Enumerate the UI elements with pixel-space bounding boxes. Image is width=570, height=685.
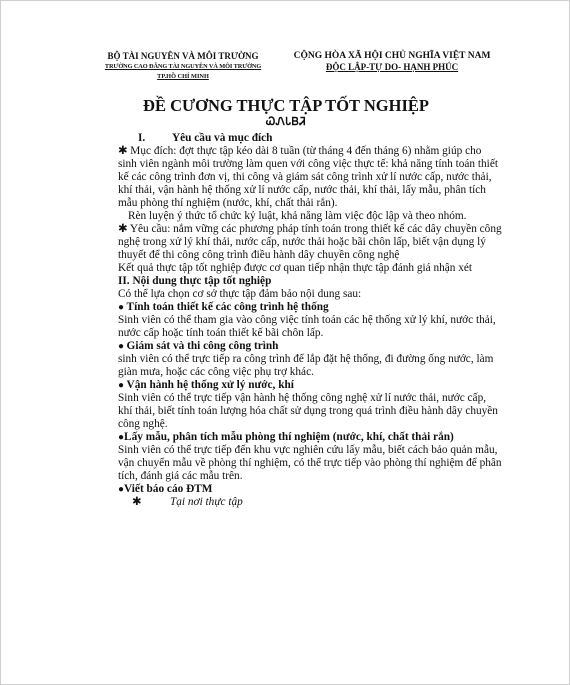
bullet-heading: ● Giám sát và thi công công trình bbox=[118, 340, 279, 352]
section-title: Yêu cầu và mục đích bbox=[172, 132, 273, 144]
bullet-dot-icon: ● bbox=[118, 380, 127, 391]
title-ornament: ᏇᏁᏓᏴᏘ bbox=[266, 116, 306, 128]
section-heading-2: II. Nội dung thực tập tốt nghiệp bbox=[118, 275, 272, 287]
sub-item-text: Tại nơi thực tập bbox=[170, 496, 243, 508]
bullet-text: sinh viên có thể trực tiếp ra công trình để lắp đặt hệ thống, đi đường ống nước, làm giàn mưa, hoặc các công việc phụ trợ khác. bbox=[118, 353, 494, 378]
bullet-dot-icon: ● bbox=[118, 432, 125, 443]
national-motto-block bbox=[285, 51, 499, 80]
college-name: TRƯỜNG CAO ĐẲNG TÀI NGUYÊN VÀ MÔI TRƯỜNG bbox=[104, 63, 262, 70]
section2-intro: Có thể lựa chọn cơ sở thực tập đảm bảo nội dung sau: bbox=[118, 288, 362, 300]
bullet-heading: ● Tính toán thiết kế các công trình hệ thống bbox=[118, 301, 329, 313]
country-name: CỘNG HÒA XÃ HỘI CHỦ NGHĨA VIỆT NAM bbox=[293, 51, 491, 61]
bullet-heading: ●Lấy mẫu, phân tích mẫu phòng thí nghiệm (nước, khí, chất thải rắn) bbox=[118, 431, 454, 443]
discipline-paragraph: Rèn luyện ý thức tổ chức kỷ luật, khả năng làm việc độc lập và theo nhóm. bbox=[128, 210, 467, 222]
ministry-block bbox=[81, 51, 285, 80]
bullet-dot-icon: ● bbox=[118, 302, 127, 313]
bullet-heading: ●Viết báo cáo ĐTM bbox=[118, 483, 213, 495]
ministry-name: BỘ TÀI NGUYÊN VÀ MÔI TRƯỜNG bbox=[107, 51, 259, 61]
national-motto: ĐỘC LẬP-TỰ DO- HẠNH PHÚC bbox=[325, 62, 459, 72]
result-paragraph: Kết quả thực tập tốt nghiệp được cơ quan tiếp nhận thực tập đánh giá nhận xét bbox=[118, 262, 473, 274]
document-header bbox=[81, 51, 499, 80]
document-title: ĐỀ CƯƠNG THỰC TẬP TỐT NGHIỆP bbox=[143, 96, 429, 115]
section-number: I. bbox=[138, 132, 146, 144]
document-body bbox=[118, 132, 503, 509]
star-bullet-icon: ✱ bbox=[132, 496, 142, 508]
bullet-heading: ● Vận hành hệ thống xử lý nước, khí bbox=[118, 379, 294, 391]
bullet-dot-icon: ● bbox=[118, 341, 127, 352]
bullet-text: Sinh viên có thể tham gia vào công việc tính toán các hệ thống xử lý khí, nước thải, nước cấp hoặc tính toán thiết kế bãi chôn lấp. bbox=[118, 314, 496, 339]
requirement-paragraph: ✱ Yêu cầu: nắm vững các phương pháp tính toán trong thiết kế các dây chuyền công nghệ trong xử lý khí thải, nước cấp, nước thải hoặc bãi chôn lấp, biết vận dụng lý thuyết để thi công công trình điều hành dây chuyền công nghệ bbox=[118, 223, 502, 261]
city-name: TP.HỒ CHÍ MINH bbox=[157, 73, 209, 80]
bullet-text: Sinh viên có thể trực tiếp vận hành hệ thống công nghệ xử lí nước thải, nước cấp, khí thải, biết tính toán lượng hóa chất sử dụng trong quá trình điều hành dây chuyền công nghệ. bbox=[118, 392, 498, 430]
section-heading-1 bbox=[138, 132, 503, 145]
purpose-paragraph: ✱ Mục đích: đợt thực tập kéo dài 8 tuần (từ tháng 4 đến tháng 6) nhằm giúp cho sinh viên ngành môi trường làm quen với công việc thực tế: khả năng tính toán thiết kế các công trình đơn vị, thi công và giám sát công trình xử lí nước cấp, nước thải, khí thải, vận hành hệ thống xử lí nước cấp, nước thải, khí thải, lấy mẫu, phân tích mẫu phòng thí nghiệm (nước, khí, chất thải rắn). bbox=[118, 145, 498, 209]
bullet-dot-icon: ● bbox=[118, 484, 125, 495]
bullet-text: Sinh viên có thể trực tiếp đến khu vực nghiên cứu lấy mẫu, biết cách bảo quản mẫu, vận chuyển mẫu về phòng thí nghiệm, có thể trực tiếp vào phòng thí nghiệm để phân tích, đánh giá các mẫu trên. bbox=[118, 444, 502, 482]
sub-item bbox=[132, 496, 503, 509]
